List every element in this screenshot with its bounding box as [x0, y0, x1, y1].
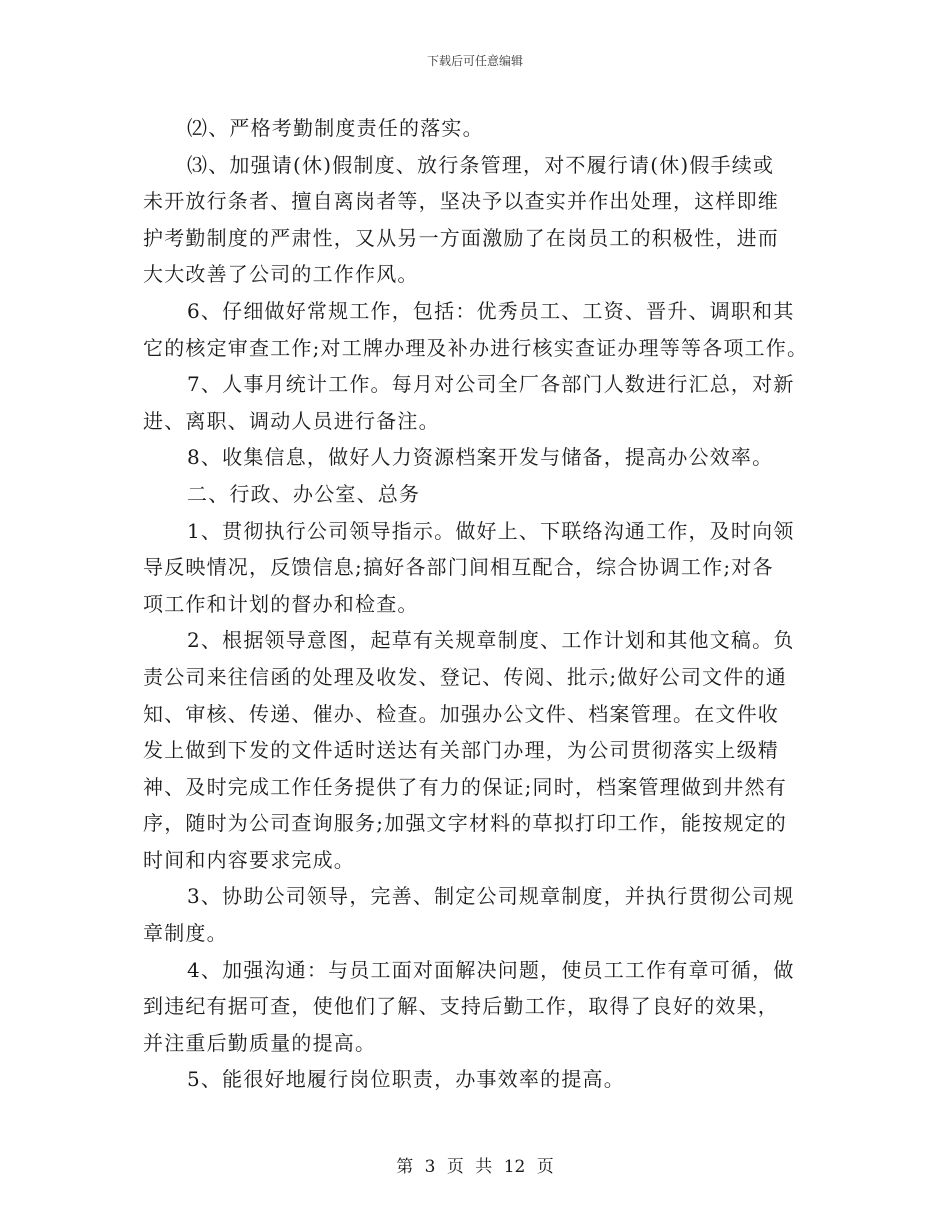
- text-line: 时间和内容要求完成。: [143, 847, 355, 872]
- text-line: 进、离职、调动人员进行备注。: [143, 408, 440, 433]
- page-header: 下载后可任意编辑: [426, 54, 523, 68]
- text-line: 二、行政、办公室、总务: [187, 481, 421, 506]
- text-line: ⑵、严格考勤制度责任的落实。: [187, 116, 484, 140]
- text-line: 序，随时为公司查询服务;加强文字材料的草拟打印工作，能按规定的: [143, 811, 787, 836]
- text-line: 项工作和计划的督办和检查。: [143, 591, 419, 616]
- text-line: 发上做到下发的文件适时送达有关部门办理，为公司贯彻落实上级精: [143, 738, 779, 763]
- text-line: 责公司来往信函的处理及收发、登记、传阅、批示;做好公司文件的通: [143, 664, 787, 689]
- text-line: 5、能很好地履行岗位职责，办事效率的提高。: [187, 1067, 625, 1092]
- document-body: [143, 110, 823, 1098]
- text-line: 3、协助公司领导，完善、制定公司规章制度，并执行贯彻公司规: [187, 884, 795, 909]
- text-line: 7、人事月统计工作。每月对公司全厂各部门人数进行汇总，对新: [187, 372, 795, 397]
- page-number-footer: 第 3 页 共 12 页: [396, 1157, 554, 1177]
- text-line: 8、收集信息，做好人力资源档案开发与储备，提高办公效率。: [187, 445, 774, 470]
- text-line: 未开放行条者、擅自离岗者等，坚决予以查实并作出处理，这样即维: [143, 189, 779, 214]
- text-line: 护考勤制度的严肃性，又从另一方面激励了在岗员工的积极性，进而: [143, 225, 779, 250]
- text-line: 神、及时完成工作任务提供了有力的保证;同时，档案管理做到井然有: [143, 774, 787, 799]
- text-line: 到违纪有据可查，使他们了解、支持后勤工作，取得了良好的效果，: [143, 994, 779, 1019]
- text-line: 2、根据领导意图，起草有关规章制度、工作计划和其他文稿。负: [187, 628, 795, 653]
- text-line: 它的核定审查工作;对工牌办理及补办进行核实查证办理等等各项工作。: [143, 335, 809, 360]
- text-line: 4、加强沟通：与员工面对面解决问题，使员工工作有章可循，做: [187, 957, 795, 982]
- text-line: 知、审核、传递、催办、检查。加强办公文件、档案管理。在文件收: [143, 701, 779, 726]
- text-line: ⑶、加强请(休)假制度、放行条管理，对不履行请(休)假手续或: [187, 152, 775, 177]
- text-line: 导反映情况，反馈信息;搞好各部门间相互配合，综合协调工作;对各: [143, 555, 774, 580]
- text-line: 章制度。: [143, 921, 228, 946]
- text-line: 大大改善了公司的工作作风。: [143, 262, 419, 287]
- text-line: 并注重后勤质量的提高。: [143, 1030, 377, 1055]
- text-line: 1、贯彻执行公司领导指示。做好上、下联络沟通工作，及时向领: [187, 518, 795, 543]
- text-line: 6、仔细做好常规工作，包括：优秀员工、工资、晋升、调职和其: [187, 298, 795, 323]
